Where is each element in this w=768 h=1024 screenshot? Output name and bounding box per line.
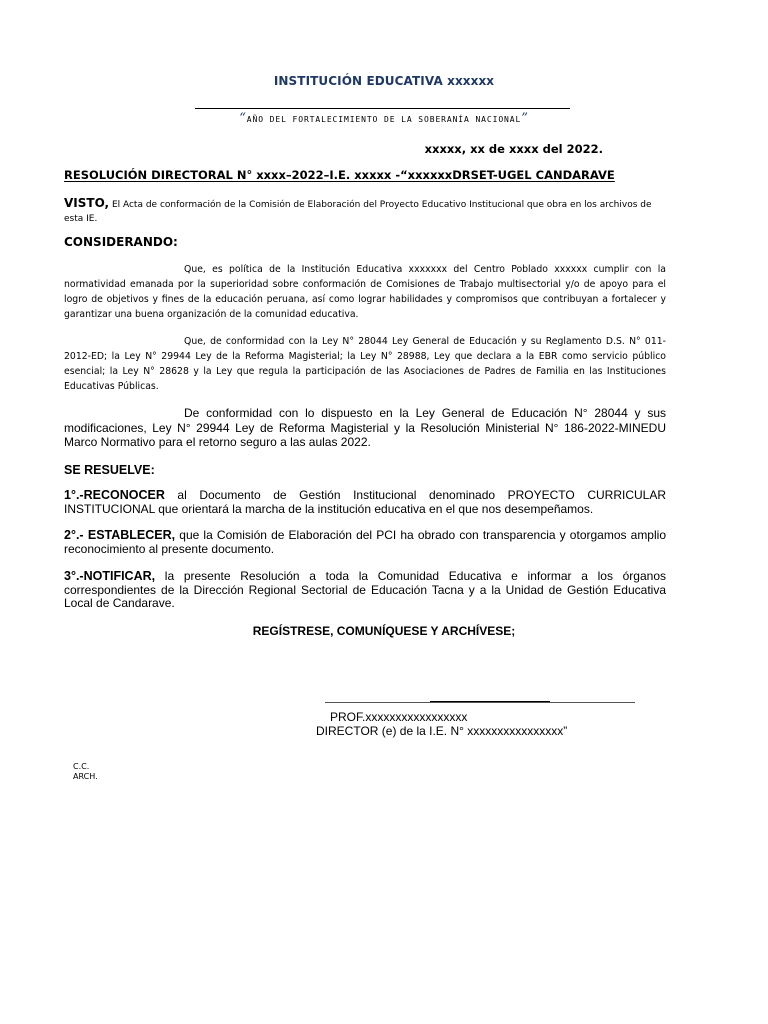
paragraph-text: Que, de conformidad con la Ley N° 28044 Ley General de Educación y su Reglamento D.S. N° 011-2012-ED; la Ley N° 29944 Ley de la Reforma Magisterial; la Ley N° 28988, Ley que declara a la EBR como servicio público esencial; la Ley N° 28628 y la Ley que regula la participación de las Asociaciones de Padres de Familia en las Instituciones Educativas Públicas. (64, 336, 666, 392)
year-motto (0, 111, 768, 126)
item-lead: 1°.-RECONOCER (64, 488, 165, 502)
resolution-item-3 (64, 570, 666, 611)
signer-role: DIRECTOR (e) de la I.E. N° xxxxxxxxxxxxxxxx” (316, 724, 568, 738)
se-resuelve-heading: SE RESUELVE: (64, 463, 155, 477)
considerando-paragraph-2 (64, 334, 666, 394)
paragraph-text: De conformidad con lo dispuesto en la Ley General de Educación N° 28044 y sus modificaciones, Ley N° 29944 Ley de Reforma Magisterial y la Resolución Ministerial N° 186-2022-MINEDU Marco Normativo para el retorno seguro a las aulas 2022. (64, 406, 666, 449)
visto-section (64, 196, 670, 226)
visto-text: El Acta de conformación de la Comisión de Elaboración del Proyecto Educativo Institucional que obra en los archivos de esta IE. (64, 200, 652, 224)
item-text: al Documento de Gestión Institucional denominado PROYECTO CURRICULAR INSTITUCIONAL que orientará la marcha de la institución educativa en el que nos desempeñamos. (64, 488, 666, 516)
closing-formula: REGÍSTRESE, COMUNÍQUESE Y ARCHÍVESE; (252, 624, 516, 638)
paragraph-text: Que, es política de la Institución Educativa xxxxxxx del Centro Poblado xxxxxx cumplir con la normatividad emanada por la superioridad sobre conformación de Comisiones de Trabajo multisectorial y/o de apoyo para el logro de objetivos y fines de la educación peruana, así como lograr habilidades y compromisos que contribuyan a fortalecer y garantizar una buena organización de la comunidad educativa. (64, 264, 666, 320)
considerando-heading: CONSIDERANDO: (64, 235, 178, 249)
item-lead: 3°.-NOTIFICAR, (64, 569, 156, 583)
arch-label: ARCH. (73, 772, 98, 781)
considerando-paragraph-1 (64, 262, 666, 322)
cc-label: C.C. (73, 762, 90, 771)
item-lead: 2°.- ESTABLECER, (64, 528, 176, 542)
open-quote: “ (239, 111, 247, 126)
copy-notation (73, 762, 98, 782)
visto-label: VISTO, (64, 196, 110, 210)
resolution-item-2 (64, 529, 666, 556)
resolution-title: RESOLUCIÓN DIRECTORAL N° xxxx–2022–I.E. xxxxx -“xxxxxxDRSET-UGEL CANDARAVE (64, 168, 615, 182)
item-text: que la Comisión de Elaboración del PCI ha obrado con transparencia y otorgamos amplio reconocimiento al presente documento. (64, 528, 666, 556)
considerando-paragraph-3 (64, 406, 666, 450)
signature-line-accent (430, 701, 550, 702)
title-underline (195, 108, 570, 109)
year-motto-text: AÑO DEL FORTALECIMIENTO DE LA SOBERANÍA NACIONAL (246, 115, 522, 124)
date-line: xxxxx, xx de xxxx del 2022. (424, 142, 603, 156)
institution-title: INSTITUCIÓN EDUCATIVA xxxxxx (273, 74, 495, 88)
signer-name: PROF.xxxxxxxxxxxxxxxxx (330, 710, 468, 724)
item-text: la presente Resolución a toda la Comunidad Educativa e informar a los órganos correspondientes de la Dirección Regional Sectorial de Educación Tacna y a la Unidad de Gestión Educativa Local de Candarave. (64, 569, 666, 610)
close-quote: ” (521, 111, 529, 126)
signature-line (325, 702, 635, 703)
resolution-item-1 (64, 489, 666, 516)
